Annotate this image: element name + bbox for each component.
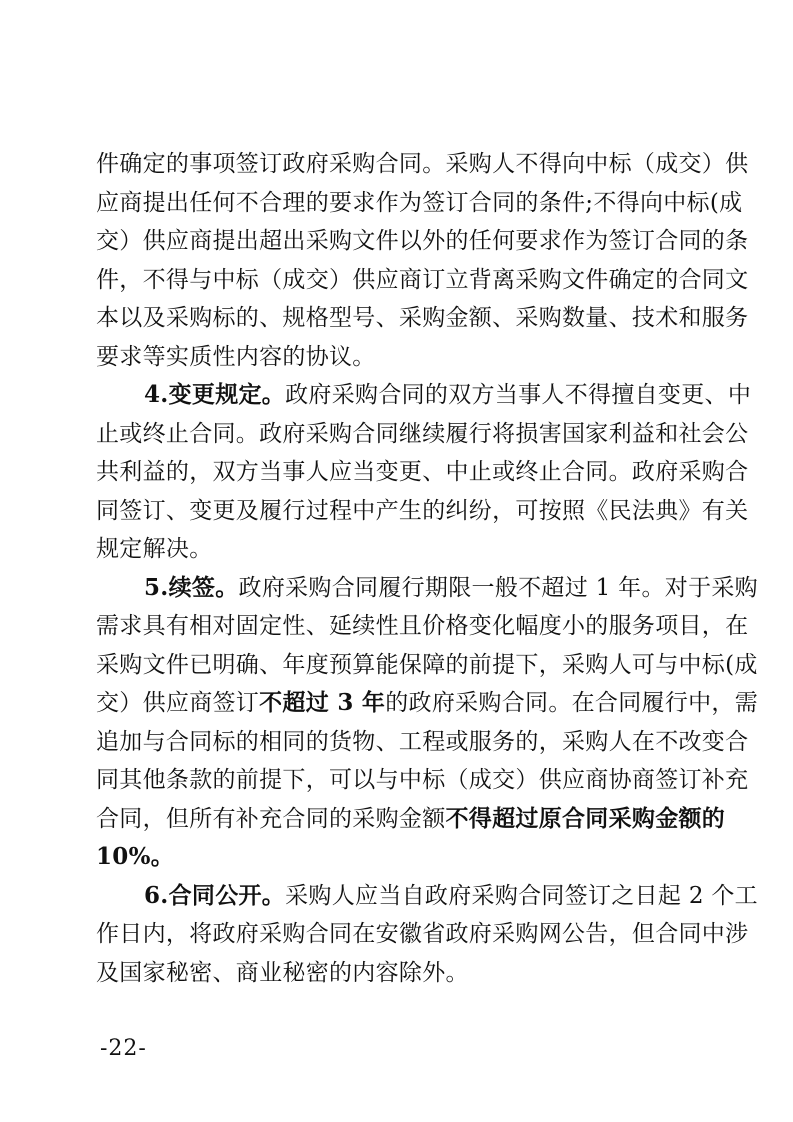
text-run: 政府采购合同履行期限一般不超过 1 年。对于采购 — [238, 574, 758, 601]
emphasis-text: 不超过 3 年 — [259, 689, 386, 716]
text-run: 政府采购合同的双方当事人不得擅自变更、中 — [285, 382, 752, 408]
text-run: 交）供应商签订 — [96, 690, 260, 716]
text-line: 止或终止合同。政府采购合同继续履行将损害国家利益和社会公 — [96, 420, 749, 447]
section-heading: 4.变更规定。 — [144, 381, 286, 408]
text-line: 作日内，将政府采购合同在安徽省政府采购网公告，但合同中涉 — [96, 921, 749, 947]
text-line: 同其他条款的前提下，可以与中标（成交）供应商协商签订补充 — [96, 767, 749, 793]
text-run: 的政府采购合同。在合同履行中，需 — [385, 690, 759, 716]
paragraph-continuation — [96, 145, 749, 376]
text-line — [96, 376, 752, 415]
text-line: 要求等实质性内容的协议。 — [96, 343, 376, 370]
section-heading: 6.合同公开。 — [144, 881, 286, 909]
paragraph-change-rules — [96, 376, 752, 569]
section-heading: 5.续签。 — [144, 573, 239, 601]
text-line — [96, 800, 726, 839]
paragraph-contract-disclosure — [96, 877, 758, 993]
text-line: 规定解决。 — [96, 536, 213, 562]
text-line: 交）供应商提出超出采购文件以外的任何要求作为签订合同的条 — [96, 228, 749, 254]
text-line: 本以及采购标的、规格型号、采购金额、采购数量、技术和服务 — [96, 305, 749, 331]
text-line: 件，不得与中标（成交）供应商订立背离采购文件确定的合同文 — [96, 266, 749, 293]
text-run: 合同，但所有补充合同的采购金额 — [96, 805, 446, 832]
text-line: 追加与合同标的相同的货物、工程或服务的，采购人在不改变合 — [96, 728, 749, 755]
text-line: 应商提出任何不合理的要求作为签订合同的条件;不得向中标(成 — [96, 189, 743, 216]
text-line: 及国家秘密、商业秘密的内容除外。 — [96, 959, 469, 986]
text-line — [96, 569, 758, 608]
document-body — [96, 145, 759, 992]
text-line: 共利益的，双方当事人应当变更、中止或终止合同。政府采购合 — [96, 459, 749, 485]
text-line — [96, 877, 758, 916]
emphasis-text: 10%。 — [96, 843, 175, 870]
text-line — [96, 684, 759, 723]
emphasis-text: 不得超过原合同采购金额的 — [445, 804, 726, 832]
text-run: 采购人应当自政府采购合同签订之日起 2 个工 — [285, 882, 758, 909]
text-line: 件确定的事项签订政府采购合同。采购人不得向中标（成交）供 — [96, 151, 749, 177]
text-line: 采购文件已明确、年度预算能保障的前提下，采购人可与中标(成 — [96, 651, 758, 678]
paragraph-renewal — [96, 569, 759, 877]
page-number: -22- — [100, 1036, 147, 1061]
text-line: 需求具有相对固定性、延续性且价格变化幅度小的服务项目，在 — [96, 613, 749, 639]
text-line: 同签订、变更及履行过程中产生的纠纷，可按照《民法典》有关 — [96, 497, 749, 524]
